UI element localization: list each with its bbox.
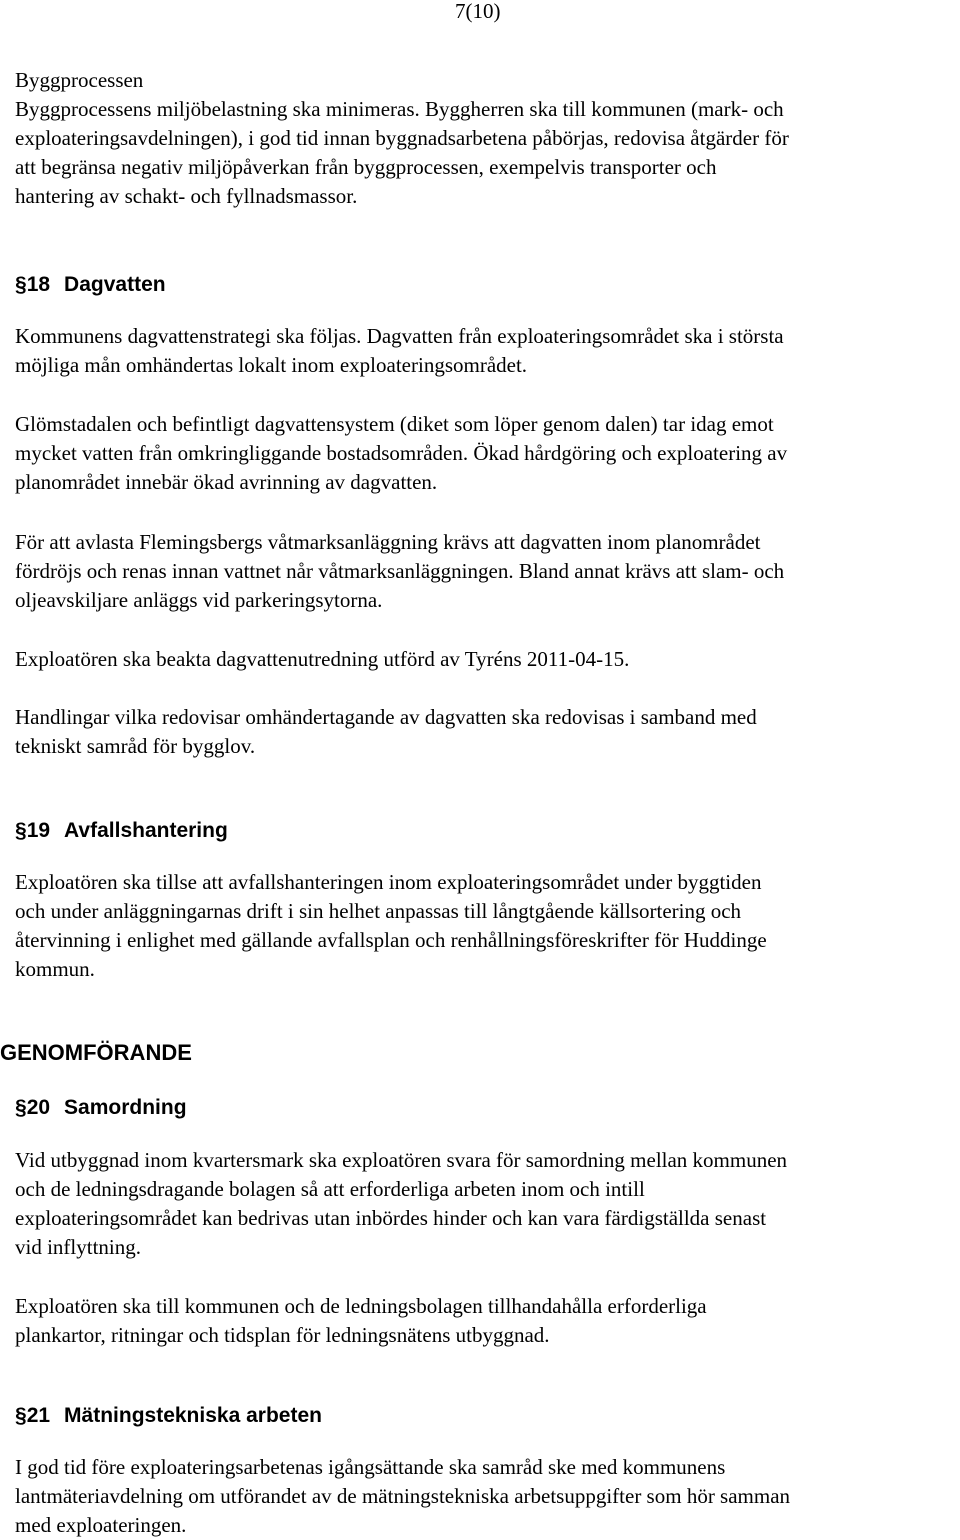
heading-s20 bbox=[15, 1094, 187, 1122]
paragraph-line: Glömstadalen och befintligt dagvattensystem (diket som löper genom dalen) tar idag emot bbox=[15, 412, 774, 436]
section-heading-title: Dagvatten bbox=[64, 273, 166, 296]
section-title-genomforande: GENOMFÖRANDE bbox=[0, 1040, 192, 1065]
section-symbol: § bbox=[15, 1096, 27, 1119]
heading-s21 bbox=[15, 1402, 322, 1430]
paragraph-line: möjliga mån omhändertas lokalt inom exploateringsområdet. bbox=[15, 353, 528, 377]
s18-paragraph-2 bbox=[15, 410, 960, 497]
s20-paragraph-1 bbox=[15, 1146, 960, 1262]
paragraph-line: planområdet innebär ökad avrinning av dagvatten. bbox=[15, 470, 438, 494]
s18-paragraph-1 bbox=[15, 322, 960, 380]
paragraph-line: vid inflyttning. bbox=[15, 1235, 141, 1259]
paragraph-line: återvinning i enlighet med gällande avfallsplan och renhållningsföreskrifter för Huddinge bbox=[15, 928, 767, 952]
s18-paragraph-4 bbox=[15, 645, 960, 674]
paragraph-line: Exploatören ska beakta dagvattenutredning utförd av Tyréns 2011-04-15. bbox=[15, 647, 630, 671]
paragraph-line: exploateringsavdelningen), i god tid innan byggnadsarbetena påbörjas, redovisa åtgärder för bbox=[15, 126, 789, 150]
paragraph-line: För att avlasta Flemingsbergs våtmarksanläggning krävs att dagvatten inom planområdet bbox=[15, 530, 761, 554]
intro-paragraph bbox=[15, 66, 960, 211]
section-symbol: § bbox=[15, 273, 27, 296]
section-heading-title: Avfallshantering bbox=[64, 819, 228, 842]
paragraph-line: Vid utbyggnad inom kvartersmark ska exploatören svara för samordning mellan kommunen bbox=[15, 1148, 788, 1172]
s21-paragraph-1 bbox=[15, 1453, 960, 1540]
section-symbol: § bbox=[15, 1404, 27, 1427]
paragraph-line: plankartor, ritningar och tidsplan för ledningsnätens utbyggnad. bbox=[15, 1323, 550, 1347]
page-number: 7(10) bbox=[455, 0, 501, 23]
intro-subheading: Byggprocessen bbox=[15, 68, 144, 92]
paragraph-line: Handlingar vilka redovisar omhändertagande av dagvatten ska redovisas i samband med bbox=[15, 705, 757, 729]
paragraph-line: Exploatören ska tillse att avfallshanteringen inom exploateringsområdet under byggtiden bbox=[15, 870, 762, 894]
paragraph-line: Byggprocessens miljöbelastning ska minimeras. Byggherren ska till kommunen (mark- och bbox=[15, 97, 784, 121]
paragraph-line: och de ledningsdragande bolagen så att erforderliga arbeten inom och intill bbox=[15, 1177, 645, 1201]
paragraph-line: med exploateringen. bbox=[15, 1513, 187, 1537]
paragraph-line: exploateringsområdet kan bedrivas utan inbördes hinder och kan vara färdigställda senast bbox=[15, 1206, 767, 1230]
paragraph-line: kommun. bbox=[15, 957, 95, 981]
paragraph-line: och under anläggningarnas drift i sin helhet anpassas till långtgående källsortering och bbox=[15, 899, 742, 923]
section-number: 19 bbox=[26, 819, 51, 842]
heading-s18 bbox=[15, 271, 166, 299]
s20-paragraph-2 bbox=[15, 1292, 960, 1350]
s19-paragraph-1 bbox=[15, 868, 960, 984]
paragraph-line: Kommunens dagvattenstrategi ska följas. Dagvatten från exploateringsområdet ska i största bbox=[15, 324, 784, 348]
section-number: 18 bbox=[26, 273, 51, 296]
s18-paragraph-3 bbox=[15, 528, 960, 615]
paragraph-line: hantering av schakt- och fyllnadsmassor. bbox=[15, 184, 358, 208]
heading-s19 bbox=[15, 817, 228, 845]
section-number: 20 bbox=[26, 1096, 51, 1119]
paragraph-line: att begränsa negativ miljöpåverkan från byggprocessen, exempelvis transporter och bbox=[15, 155, 717, 179]
paragraph-line: lantmäteriavdelning om utförandet av de mätningstekniska arbetsuppgifter som hör samman bbox=[15, 1484, 791, 1508]
paragraph-line: I god tid före exploateringsarbetenas igångsättande ska samråd ske med kommunens bbox=[15, 1455, 726, 1479]
paragraph-line: fördröjs och renas innan vattnet når våtmarksanläggningen. Bland annat krävs att slam- och bbox=[15, 559, 785, 583]
paragraph-line: Exploatören ska till kommunen och de ledningsbolagen tillhandahålla erforderliga bbox=[15, 1294, 707, 1318]
section-symbol: § bbox=[15, 819, 27, 842]
section-heading-title: Mätningstekniska arbeten bbox=[64, 1404, 322, 1427]
paragraph-line: tekniskt samråd för bygglov. bbox=[15, 734, 256, 758]
section-heading-title: Samordning bbox=[64, 1096, 187, 1119]
paragraph-line: oljeavskiljare anläggs vid parkeringsytorna. bbox=[15, 588, 383, 612]
paragraph-line: mycket vatten från omkringliggande bostadsområden. Ökad hårdgöring och exploatering av bbox=[15, 441, 788, 465]
s18-paragraph-5 bbox=[15, 703, 960, 761]
section-number: 21 bbox=[26, 1404, 51, 1427]
